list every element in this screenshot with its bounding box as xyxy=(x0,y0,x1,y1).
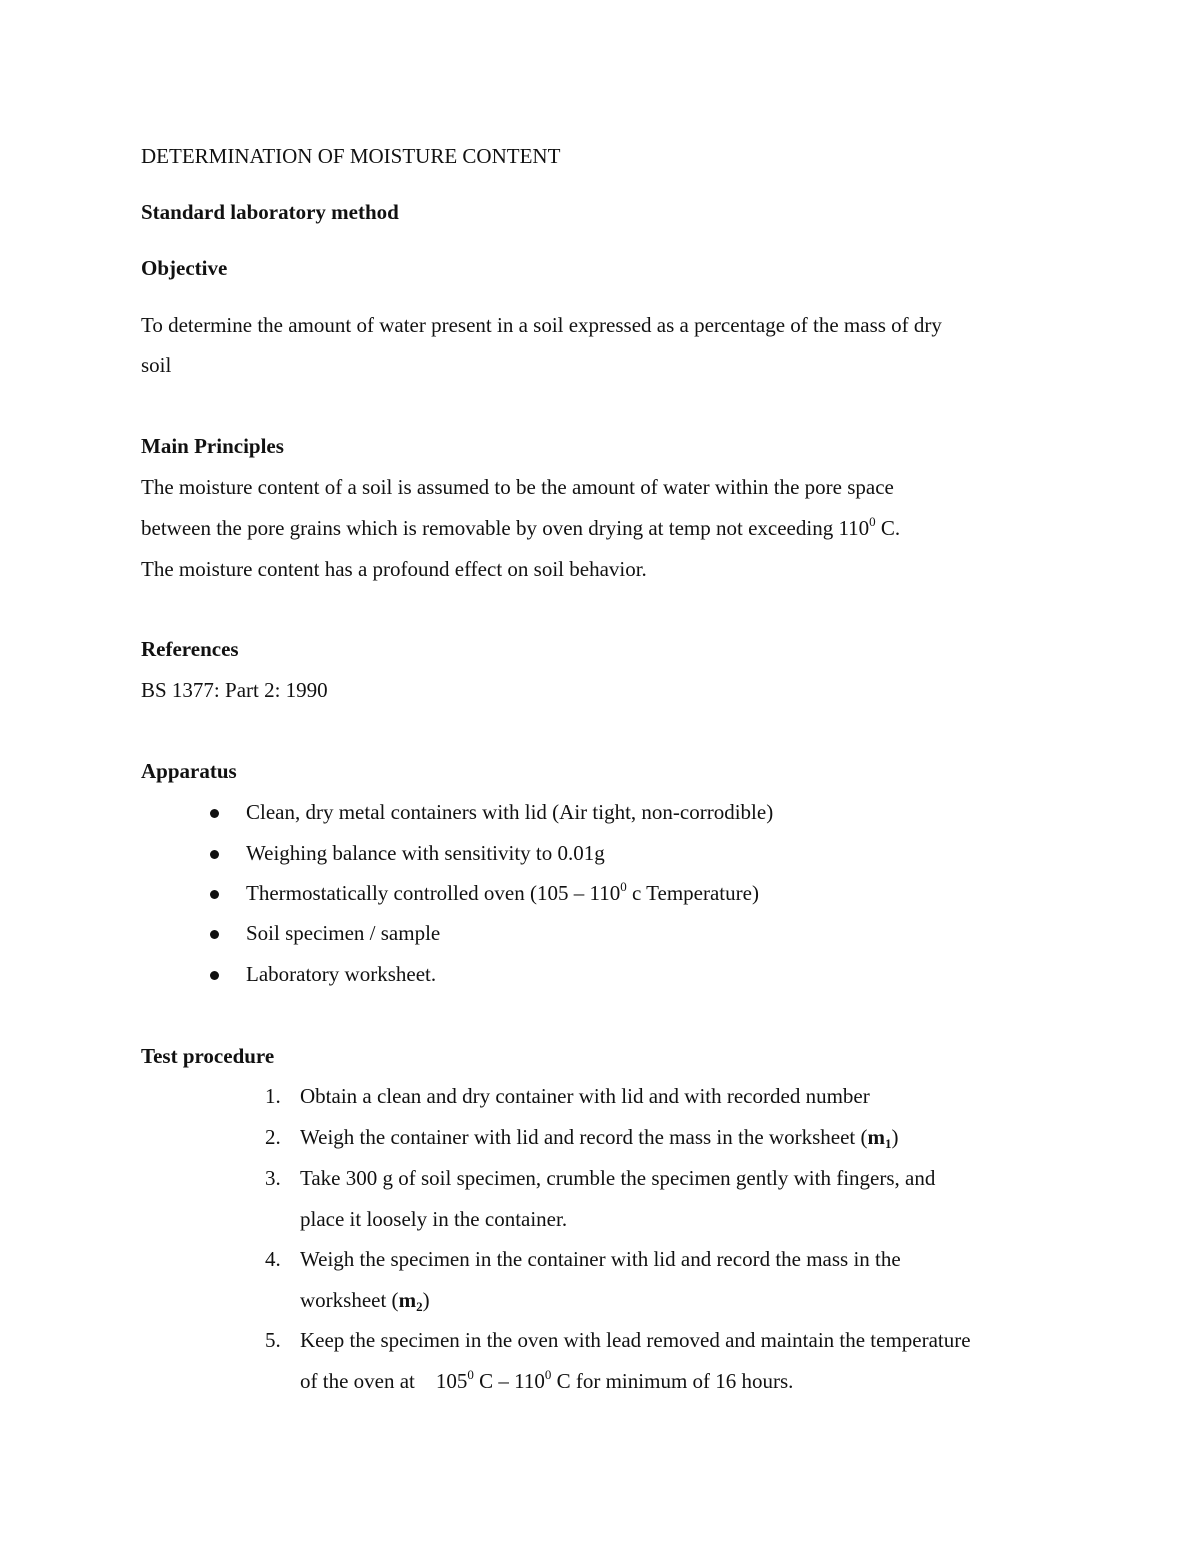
step-5-mid: C – 110 xyxy=(473,1369,545,1393)
principles-line-2 xyxy=(141,514,901,540)
objective-line-2-text: soil xyxy=(141,353,172,377)
bullet-icon xyxy=(210,809,219,818)
step-text: Keep the specimen in the oven with lead removed and maintain the temperature xyxy=(300,1328,971,1352)
bullet-icon xyxy=(210,930,219,939)
mass-variable: m xyxy=(398,1288,417,1312)
procedure-heading-text: Test procedure xyxy=(141,1044,275,1068)
objective-line-1 xyxy=(141,315,942,336)
document-title xyxy=(141,146,560,167)
step-number: 4. xyxy=(265,1247,281,1271)
title-text: DETERMINATION OF MOISTURE CONTENT xyxy=(141,144,561,168)
objective-heading xyxy=(141,258,227,279)
step-3-line-2: place it loosely in the container. xyxy=(300,1207,568,1231)
principles-line-1-text: The moisture content of a soil is assumed to be the amount of water within the pore space xyxy=(141,475,894,499)
bullet-icon xyxy=(210,850,219,859)
apparatus-item-text xyxy=(246,879,759,905)
subtitle-text: Standard laboratory method xyxy=(141,200,399,224)
objective-line-2 xyxy=(141,355,171,376)
mass-variable: m xyxy=(867,1125,885,1149)
apparatus-heading xyxy=(141,761,237,782)
principles-line-1 xyxy=(141,477,894,498)
objective-heading-text: Objective xyxy=(141,256,228,280)
step-number: 2. xyxy=(265,1125,281,1149)
step-text: Weigh the specimen in the container with lid and record the mass in the xyxy=(300,1247,901,1271)
references-citation: BS 1377: Part 2: 1990 xyxy=(141,678,328,702)
principles-line-2-post: C. xyxy=(875,516,901,540)
method-subtitle xyxy=(141,202,399,223)
step-number: 1. xyxy=(265,1084,281,1108)
apparatus-heading-text: Apparatus xyxy=(141,759,237,783)
oven-text-post: c Temperature) xyxy=(626,881,759,905)
objective-line-1-text: To determine the amount of water present in a soil expressed as a percentage of the mass of dry xyxy=(141,313,942,337)
apparatus-item-text: Soil specimen / sample xyxy=(246,921,441,945)
apparatus-item-text: Clean, dry metal containers with lid (Air tight, non-corrodible) xyxy=(246,800,774,824)
step-continuation xyxy=(300,1209,567,1230)
principles-line-3 xyxy=(141,559,647,580)
step-2-pre: Weigh the container with lid and record the mass in the worksheet ( xyxy=(300,1125,868,1149)
degree-superscript: 0 xyxy=(467,1367,474,1382)
step-continuation xyxy=(300,1288,430,1314)
bullet-icon xyxy=(210,971,219,980)
step-number: 3. xyxy=(265,1166,281,1190)
step-number: 5. xyxy=(265,1328,281,1352)
references-heading-text: References xyxy=(141,637,239,661)
degree-superscript: 0 xyxy=(620,879,627,894)
references-text xyxy=(141,680,328,701)
step-5-post: C for minimum of 16 hours. xyxy=(551,1369,794,1393)
principles-line-2-pre: between the pore grains which is removable by oven drying at temp not exceeding 110 xyxy=(141,516,870,540)
procedure-heading xyxy=(141,1046,274,1067)
references-heading xyxy=(141,639,239,660)
mass-subscript: 2 xyxy=(416,1299,423,1314)
step-4-post: ) xyxy=(422,1288,430,1312)
principles-heading-text: Main Principles xyxy=(141,434,284,458)
step-text xyxy=(300,1125,899,1151)
apparatus-item-text: Weighing balance with sensitivity to 0.01g xyxy=(246,841,605,865)
oven-text-pre: Thermostatically controlled oven (105 – 110 xyxy=(246,881,621,905)
degree-superscript: 0 xyxy=(544,1367,552,1382)
degree-superscript: 0 xyxy=(869,514,876,529)
principles-line-3-text: The moisture content has a profound effect on soil behavior. xyxy=(141,557,647,581)
step-2-post: ) xyxy=(891,1125,899,1149)
step-5-line-2-pre: of the oven at 105 xyxy=(300,1369,468,1393)
apparatus-item-text: Laboratory worksheet. xyxy=(246,962,437,986)
mass-subscript: 1 xyxy=(884,1136,892,1151)
bullet-icon xyxy=(210,890,219,899)
principles-heading xyxy=(141,436,284,457)
step-continuation xyxy=(300,1367,794,1393)
step-text: Take 300 g of soil specimen, crumble the specimen gently with fingers, and xyxy=(300,1166,936,1190)
step-4-line-2-pre: worksheet ( xyxy=(300,1288,399,1312)
step-text: Obtain a clean and dry container with lid and with recorded number xyxy=(300,1084,870,1108)
